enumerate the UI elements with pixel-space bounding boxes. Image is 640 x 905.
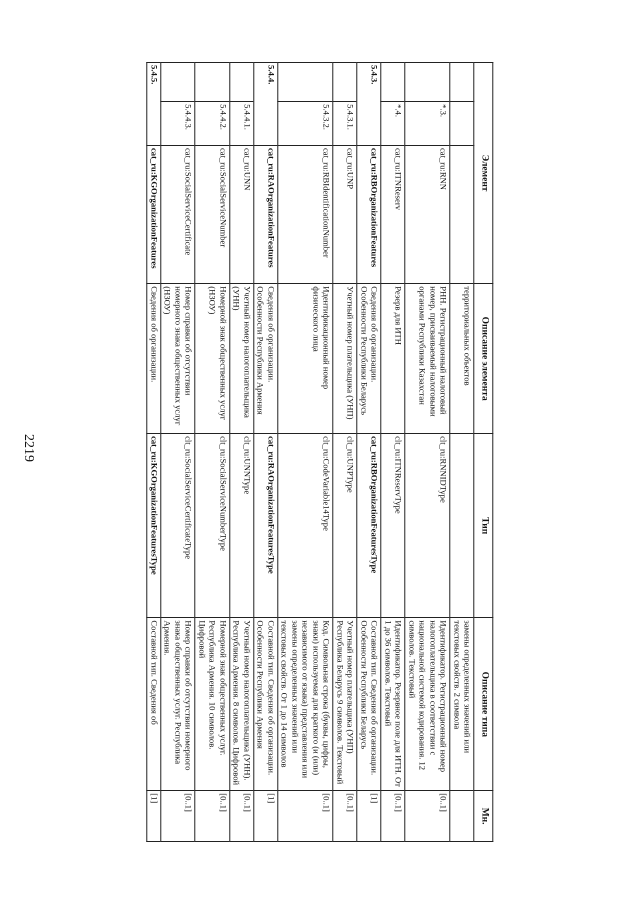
row-subnumber bbox=[450, 102, 474, 146]
multiplicity: [0..1] bbox=[161, 791, 195, 842]
row-subnumber: *.3. bbox=[405, 102, 450, 146]
header-element-desc: Описание элемента bbox=[474, 284, 493, 434]
element-type: cat_ru:KGOrganizationFeaturesType bbox=[147, 434, 160, 618]
row-number bbox=[278, 63, 333, 102]
header-type-desc: Описание типа bbox=[474, 618, 493, 791]
row-number bbox=[381, 63, 405, 102]
row-number bbox=[405, 63, 450, 102]
table-row bbox=[254, 63, 278, 842]
table-row bbox=[278, 63, 333, 842]
element-description: Учетный номер налогоплательщика (УНН) bbox=[230, 284, 254, 434]
elements-table bbox=[147, 62, 494, 842]
element-type: clt_ru:SocialServiceNumberType bbox=[195, 434, 229, 618]
element-description: Номерной знак общественных услуг (НЗОУ) bbox=[195, 284, 229, 434]
table-row bbox=[161, 63, 195, 842]
element-name: cat_ru:UNN bbox=[230, 145, 254, 283]
type-description: Составной тип. Сведения об организации. Особенности Республики Беларусь bbox=[357, 618, 381, 791]
element-description: Идентификационный номер физического лица bbox=[278, 284, 333, 434]
element-name: cat_ru:RAOrganizationFeatures bbox=[254, 145, 278, 283]
type-description: Учетный номер плательщика (УНП) Республика Беларусь 9 символов. Текстовый bbox=[333, 618, 357, 791]
table-header-row bbox=[474, 63, 493, 842]
type-description: Код. Символьная строка (буквы, цифры, знаки) используемая для краткого (и (или) независимого от языка) представления или замены определенных значений или текстовых свойств. От 1 до 14 символов bbox=[278, 618, 333, 791]
type-description: замены определенных значений или текстовых свойств. 2 символа bbox=[450, 618, 474, 791]
row-number: 5.4.3. bbox=[357, 63, 381, 102]
element-description: Резерв для ИТН bbox=[381, 284, 405, 434]
row-subnumber bbox=[254, 102, 278, 146]
multiplicity: [0..1] bbox=[405, 791, 450, 842]
row-subnumber: 5.4.3.2. bbox=[278, 102, 333, 146]
type-description: Номер справки об отсутствии номерного знака общественных услуг. Республика Армения. bbox=[161, 618, 195, 791]
element-name bbox=[450, 145, 474, 283]
element-type: clt_ru:ITNReservType bbox=[381, 434, 405, 618]
row-subnumber: 5.4.4.2. bbox=[195, 102, 229, 146]
element-type: clt_ru:UNPType bbox=[333, 434, 357, 618]
element-description: Сведения об организации. Особенности Республики Армения bbox=[254, 284, 278, 434]
row-subnumber: 5.4.4.1. bbox=[230, 102, 254, 146]
table-row bbox=[381, 63, 405, 842]
table-body bbox=[147, 63, 474, 842]
row-subnumber bbox=[357, 102, 381, 146]
type-description: Составной тип. Сведения об организации. Особенности Республики Армения bbox=[254, 618, 278, 791]
row-number bbox=[333, 63, 357, 102]
element-name: cat_ru:RNN bbox=[405, 145, 450, 283]
element-description: Учетный номер плательщика (УНП) bbox=[333, 284, 357, 434]
element-type: clt_ru:CodeVariable14Type bbox=[278, 434, 333, 618]
multiplicity: [0..1] bbox=[381, 791, 405, 842]
element-name: cat_ru:RBIdentificationNumber bbox=[278, 145, 333, 283]
row-number: 5.4.4. bbox=[254, 63, 278, 102]
element-description: Сведения об организации. bbox=[147, 284, 160, 434]
element-name: cat_ru:KGOrganizationFeatures bbox=[147, 145, 160, 283]
element-type: clt_ru:UNNType bbox=[230, 434, 254, 618]
element-type bbox=[450, 434, 474, 618]
header-type: Тип bbox=[474, 434, 493, 618]
table-row bbox=[195, 63, 229, 842]
element-description: территориальных объектов bbox=[450, 284, 474, 434]
element-name: cat_ru:RBOrganizationFeatures bbox=[357, 145, 381, 283]
row-number: 5.4.5. bbox=[147, 63, 160, 102]
multiplicity: [0..1] bbox=[230, 791, 254, 842]
multiplicity: [1] bbox=[357, 791, 381, 842]
row-subnumber: 5.4.4.3. bbox=[161, 102, 195, 146]
element-type: cat_ru:RBOrganizationFeaturesType bbox=[357, 434, 381, 618]
element-name: cat_ru:UNP bbox=[333, 145, 357, 283]
element-description: Номер справки об отсутствии номерного знака общественных услуг (НЗОУ) bbox=[161, 284, 195, 434]
element-type: cat_ru:RAOrganizationFeaturesType bbox=[254, 434, 278, 618]
multiplicity: [0..1] bbox=[333, 791, 357, 842]
multiplicity: [1] bbox=[147, 791, 160, 842]
multiplicity bbox=[450, 791, 474, 842]
table-row bbox=[147, 63, 160, 842]
type-description: Номерной знак общественных услуг. Республика Армения. 10 символов. Цифровой bbox=[195, 618, 229, 791]
rotated-table-container bbox=[147, 62, 494, 842]
type-description: Составной тип. Сведения об bbox=[147, 618, 160, 791]
element-type: clt_ru:RNNIDType bbox=[405, 434, 450, 618]
element-name: cat_ru:ITNReserv bbox=[381, 145, 405, 283]
element-name: cat_ru:SocialServiceNumber bbox=[195, 145, 229, 283]
header-element: Элемент bbox=[474, 63, 493, 284]
element-type: clt_ru:SocialServiceCertificateType bbox=[161, 434, 195, 618]
table-row bbox=[357, 63, 381, 842]
type-description: Идентификатор. Резервное поле для ИТН. От 1 до 36 символов. Текстовый bbox=[381, 618, 405, 791]
row-number bbox=[195, 63, 229, 102]
row-number bbox=[450, 63, 474, 102]
row-subnumber: *.4. bbox=[381, 102, 405, 146]
table-row bbox=[333, 63, 357, 842]
table-row bbox=[230, 63, 254, 842]
type-description: Учетный номер налогоплательщика (УНН). Республика Армения. 8 символов. Цифровой bbox=[230, 618, 254, 791]
row-subnumber: 5.4.3.1. bbox=[333, 102, 357, 146]
element-name: cat_ru:SocialServiceCertificate bbox=[161, 145, 195, 283]
multiplicity: [0..1] bbox=[278, 791, 333, 842]
type-description: Идентификатор. Регистрационный номер налогоплательщика в соответствии с национальной системой кодирования. 12 символов. Текстовый bbox=[405, 618, 450, 791]
multiplicity: [0..1] bbox=[195, 791, 229, 842]
row-number bbox=[161, 63, 195, 102]
element-description: Сведения об организации. Особенности Республики Беларусь bbox=[357, 284, 381, 434]
header-mn: Мн. bbox=[474, 791, 493, 842]
row-number bbox=[230, 63, 254, 102]
row-subnumber bbox=[147, 102, 160, 146]
table-row bbox=[405, 63, 450, 842]
multiplicity: [1] bbox=[254, 791, 278, 842]
table-row bbox=[450, 63, 474, 842]
element-description: РНН. Регистрационный налоговый номер, присваиваемый налоговыми органами Республики Казахстан bbox=[405, 284, 450, 434]
page-number: 2219 bbox=[21, 434, 36, 462]
